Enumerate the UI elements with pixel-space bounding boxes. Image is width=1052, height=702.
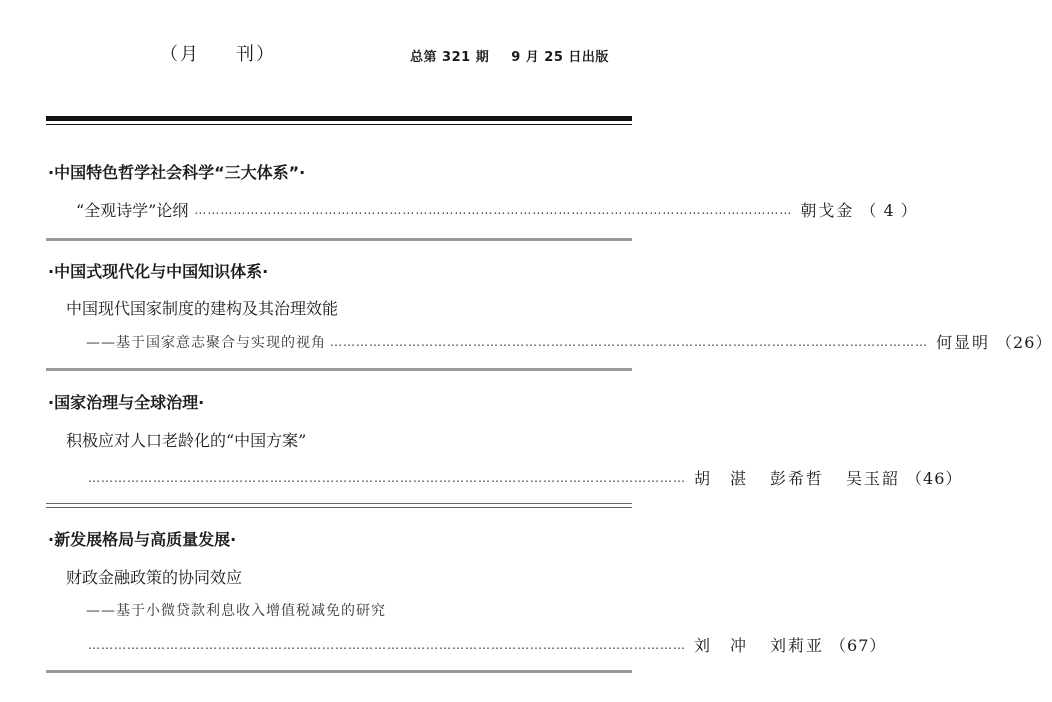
frequency-close: 刊） [236, 44, 276, 65]
author-name: 胡 湛 [694, 469, 749, 488]
article-author: 何显明 [936, 333, 991, 352]
author-name: 刘莉亚 [770, 636, 825, 655]
author-name: 吴玉韶 [846, 469, 901, 488]
toc-entry[interactable] [76, 198, 918, 221]
article-author: 朝戈金 [800, 201, 855, 220]
page-number: （46） [906, 469, 963, 488]
section-separator [46, 507, 632, 508]
issue-info [410, 46, 609, 65]
article-subtitle: ——基于国家意志聚合与实现的视角 [86, 334, 326, 351]
article-authors [694, 633, 824, 656]
article-subtitle: ——基于小微贷款利息收入增值税减免的研究 [86, 603, 386, 619]
article-title[interactable]: 积极应对人口老龄化的“中国方案” [66, 431, 307, 450]
section-heading: ·新发展格局与高质量发展· [48, 530, 237, 549]
page-number: （ 4 ） [860, 201, 918, 220]
toc-entry[interactable] [86, 330, 1052, 353]
section-heading: ·国家治理与全球治理· [48, 393, 205, 412]
author-name: 刘 冲 [694, 636, 749, 655]
toc-entry[interactable] [88, 633, 887, 656]
article-title[interactable]: 中国现代国家制度的建构及其治理效能 [66, 299, 339, 318]
periodical-frequency [160, 40, 276, 66]
dot-leader: ………………………………………………………………………………………………………………………… [330, 334, 928, 349]
dot-leader: ………………………………………………………………………………………………………………………… [88, 470, 686, 485]
section-separator [46, 238, 632, 241]
header-thin-rule [46, 124, 632, 125]
issue-number: 总第 321 期 [410, 50, 490, 65]
section-separator [46, 670, 632, 673]
article-title[interactable]: 财政金融政策的协同效应 [66, 568, 243, 587]
section-separator [46, 368, 632, 371]
section-separator [46, 503, 632, 504]
page-number: （26） [996, 333, 1052, 352]
author-name: 彭希哲 [770, 469, 825, 488]
dot-leader: ………………………………………………………………………………………………………………………… [194, 202, 793, 217]
toc-entry[interactable] [88, 466, 963, 489]
publication-date: 9 月 25 日出版 [511, 50, 609, 65]
dot-leader: ………………………………………………………………………………………………………………………… [88, 637, 686, 652]
header-thick-rule [46, 116, 632, 121]
page-number: （67） [830, 636, 887, 655]
section-heading: ·中国式现代化与中国知识体系· [48, 262, 269, 281]
article-authors [694, 466, 900, 489]
frequency-open: （月 [160, 44, 200, 65]
section-heading: ·中国特色哲学社会科学“三大体系”· [48, 163, 306, 182]
article-title: “全观诗学”论纲 [76, 201, 189, 220]
